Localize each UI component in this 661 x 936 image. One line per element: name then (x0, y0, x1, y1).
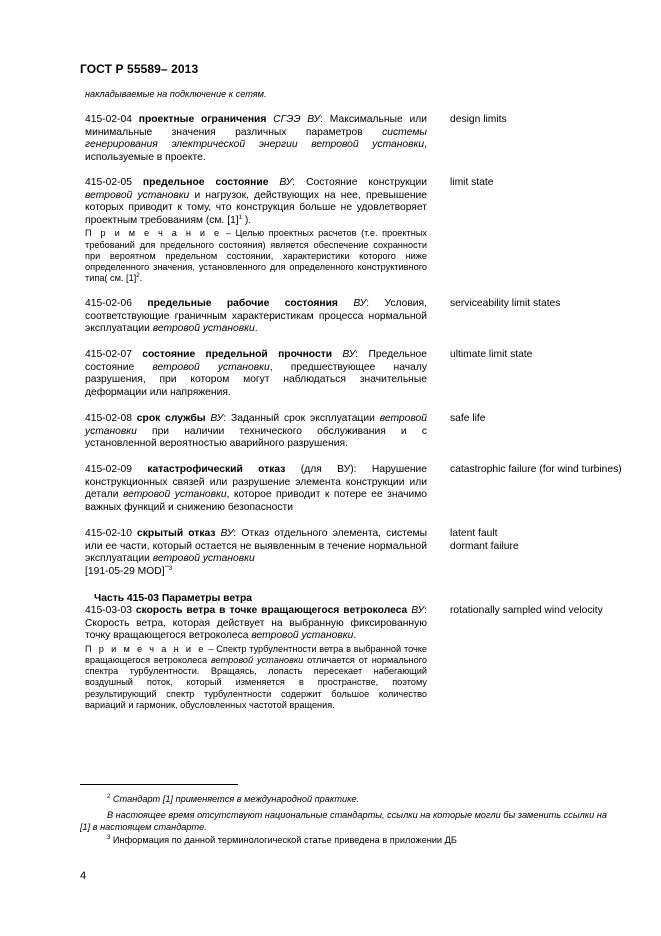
entry-definition-italic: системы генерирования электрической энергии ветровой установки (85, 126, 427, 151)
note-italic: ветровой установки (210, 654, 304, 665)
entry-definition-italic: ветровой установки (251, 630, 354, 642)
english-term: safe life (450, 413, 486, 424)
entry-definition-end: , предшествующее началу разрушения, при котором могут наблюдаться значительные деформации или напряжения. (85, 361, 427, 398)
entry-term: скорость ветра в точке вращающегося ветроколеса (135, 605, 408, 616)
entry-definition-close: ). (242, 214, 252, 226)
english-term (450, 528, 630, 553)
term-entry-415-02-10 (85, 528, 427, 578)
footnote-text: В настоящее время отсутствуют национальные стандарты, ссылки на которые могли бы заменить ссылки на [1] в настоящем стандарте. (80, 810, 607, 832)
entry-term: предельные рабочие состояния (147, 298, 338, 309)
term-entry-415-02-05 (85, 177, 427, 284)
footnote-2-continuation (80, 809, 610, 833)
entry-definition-italic: ветровой установки (122, 489, 227, 501)
standard-header: ГОСТ Р 55589– 2013 (80, 62, 199, 76)
entry-definition: : Заданный срок эксплуатации (223, 413, 380, 424)
note-text: – Целью проектных расчетов (т.е. проектных требований для предельного состояния) является обеспечение сохранности при вероятном предельном состоянии, характеристики которого ниже определенного значения, установленного для определенного конструктивного типа( см. [1] (85, 228, 427, 284)
term-entry-415-03-03 (85, 605, 427, 711)
footnote-rule (80, 784, 238, 785)
entry-domain: (для ВУ) (300, 464, 354, 475)
entry-domain: ВУ (342, 349, 356, 360)
english-term: rotationally sampled wind velocity (450, 605, 603, 616)
entry-number: 415-02-05 (85, 177, 132, 188)
entry-definition: : Отказ отдельного элемента, системы или ее части, который остается не выявленным в течение нормальной эксплуатации (85, 528, 427, 565)
reference-superscript: ""3 (164, 565, 173, 572)
entry-definition-end: , используемые в проекте. (85, 139, 427, 163)
entry-definition-italic: ветровой установки (152, 553, 255, 565)
english-term: catastrophic failure (for wind turbines) (450, 464, 622, 475)
note-label: П р и м е ч а н и е (85, 643, 206, 654)
footnote-text: Стандарт [1] применяется в международной практике. (112, 794, 360, 804)
entry-definition-end: при наличии технического обслуживания и с установленной вероятностью аварийного разрушения. (85, 425, 427, 450)
entry-note (85, 644, 427, 711)
term-entry-415-02-07 (85, 349, 427, 399)
footnote-2 (107, 793, 527, 805)
entry-definition-italic: ветровой установки (152, 323, 255, 335)
footnote-number: 2 (107, 794, 111, 800)
entry-domain: ВУ (279, 177, 293, 188)
entry-term: скрытый отказ (137, 528, 216, 539)
entry-definition: : Предельное состояние (85, 349, 427, 373)
entry-domain: ВУ (210, 413, 224, 424)
english-term: ultimate limit state (450, 349, 533, 360)
entry-definition-end: и нагрузок, действующих на нее, превышение которых приводит к тому, что конструкция больше не удовлетворяет проектным требованиям (см. [1] (85, 189, 427, 226)
english-term-primary: latent fault (450, 528, 498, 539)
footnote-number: 3 (107, 835, 111, 841)
entry-reference-line (85, 566, 427, 579)
note-text-end: отличается от нормального спектра турбулентности. Вращаясь, лопасть пересекает набегающий воздушный поток, который изменяется в пространстве, поэтому результирующий спектр турбулентности содержит большое количество вариаций и гармоник, обусловленных частотой вращения. (85, 654, 428, 710)
entry-number: 415-03-03 (85, 605, 132, 616)
term-entry-415-02-09 (85, 464, 427, 514)
entry-domain: ВУ (220, 528, 234, 539)
entry-term: катастрофический отказ (147, 464, 286, 475)
entry-term: проектные ограничения (138, 114, 267, 125)
note-text: – Спектр турбулентности ветра в выбранной точке вращающегося ветроколеса (85, 643, 427, 665)
entry-term: состояние предельной прочности (142, 349, 333, 360)
entry-definition: : Нарушение конструкционных связей или разрушение элемента конструкции или детали (85, 464, 427, 501)
entry-number: 415-02-08 (85, 413, 132, 424)
entry-definition: : Состояние конструкции (292, 177, 427, 188)
entry-domain: ВУ (411, 605, 425, 616)
entry-number: 415-02-07 (85, 349, 132, 360)
entry-definition-italic: ветровой установки (152, 361, 270, 373)
english-term: serviceability limit states (450, 298, 561, 309)
entry-number: 415-02-06 (85, 298, 132, 309)
entry-superscript: 1 (238, 214, 243, 221)
english-term-secondary: dormant failure (450, 540, 519, 552)
note-label: П р и м е ч а н и е (85, 228, 222, 239)
entry-term: срок службы (136, 413, 206, 424)
entry-definition-end: , которое приводит к потере ее значимо важных функций и снижению безопасности (85, 489, 427, 513)
entry-number: 415-02-09 (85, 464, 132, 475)
entry-number: 415-02-04 (85, 114, 132, 125)
entry-domain: СГЭЭ ВУ (273, 114, 321, 125)
term-entry-415-02-04 (85, 114, 427, 164)
entry-definition: : Скорость ветра, которая действует на выбранную фиксированную точку вращающегося ветроколеса (85, 605, 427, 642)
english-term: limit state (450, 177, 494, 188)
part-heading: Часть 415-03 Параметры ветра (94, 593, 253, 604)
entry-definition-italic: ветровой установки (85, 189, 190, 201)
term-entry-415-02-08 (85, 413, 427, 451)
english-term: design limits (450, 114, 507, 125)
entry-term: предельное состояние (142, 177, 269, 188)
continuation-text: накладываемые на подключение к сетям. (85, 89, 267, 99)
entry-definition: : Условия, соответствующие граничным характеристикам процесса нормальной эксплуатации (85, 298, 427, 335)
note-end: . (139, 273, 143, 284)
entry-definition-end: . (254, 323, 258, 335)
entry-number: 415-02-10 (85, 528, 132, 539)
entry-domain: ВУ (353, 298, 367, 309)
footnote-text: Информация по данной терминологической статье приведена в приложении ДБ (112, 835, 457, 845)
page-number: 4 (80, 870, 87, 882)
entry-note (85, 228, 427, 284)
entry-definition: : Максимальные или минимальные значения различных параметров (85, 114, 427, 138)
entry-definition-italic: ветровой установки (85, 413, 427, 437)
term-entry-415-02-06 (85, 298, 427, 336)
entry-reference: [191-05-29 MOD] (85, 565, 165, 577)
note-superscript: 2 (136, 273, 140, 280)
footnote-3 (107, 834, 527, 846)
entry-definition-end: . (353, 630, 357, 642)
